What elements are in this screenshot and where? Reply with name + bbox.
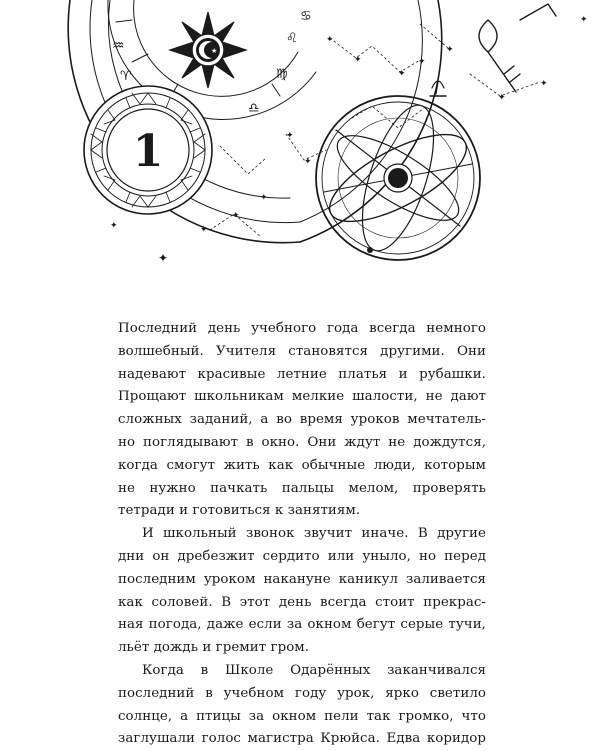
svg-text:✦: ✦ bbox=[354, 55, 362, 65]
svg-text:✦: ✦ bbox=[418, 57, 426, 67]
text-line: тетради и готовиться к занятиям. bbox=[118, 503, 361, 519]
svg-text:♍: ♍ bbox=[276, 67, 288, 82]
text-line: волшебный. Учителя становятся другими. Они bbox=[118, 343, 486, 359]
svg-text:✦: ✦ bbox=[260, 193, 268, 203]
svg-text:✦: ✦ bbox=[398, 69, 406, 79]
svg-text:♌: ♌ bbox=[286, 31, 298, 46]
svg-text:✦: ✦ bbox=[304, 157, 312, 167]
svg-text:✦: ✦ bbox=[540, 79, 548, 89]
svg-text:♎: ♎ bbox=[248, 101, 260, 116]
text-line: ная погода, даже если за окном бегут серые тучи, bbox=[118, 617, 486, 633]
text-line: солнце, а птицы за окном пели так громко, что bbox=[118, 708, 486, 724]
svg-text:✦: ✦ bbox=[200, 225, 208, 235]
text-line: сложных заданий, а во время уроков мечтатель- bbox=[118, 412, 486, 428]
armillary-sphere-icon bbox=[316, 81, 480, 260]
text-line: надевают красивые летние платья и рубашки. bbox=[118, 366, 486, 382]
text-line: дни он дребезжит сердито или уныло, но перед bbox=[118, 548, 486, 564]
svg-text:♒: ♒ bbox=[112, 38, 125, 54]
text-line: И школьный звонок звучит иначе. В другие bbox=[142, 526, 486, 542]
svg-text:★: ★ bbox=[211, 47, 218, 55]
svg-text:♈: ♈ bbox=[120, 69, 132, 84]
text-line: когда смогут жить как обычные люди, которым bbox=[118, 457, 486, 473]
svg-text:✦: ✦ bbox=[498, 93, 506, 103]
chapter-number: 1 bbox=[132, 126, 164, 177]
svg-text:♋: ♋ bbox=[300, 9, 312, 24]
text-line: не нужно пачкать пальцы мелом, проверять bbox=[118, 480, 486, 496]
sun-moon-emblem-icon bbox=[170, 12, 246, 88]
text-line: последним уроком накануне каникул заливается bbox=[118, 571, 486, 587]
text-line: как соловей. В этот день всегда стоит прекрас- bbox=[118, 594, 486, 610]
svg-text:✦: ✦ bbox=[286, 131, 294, 141]
svg-text:✦: ✦ bbox=[232, 211, 240, 221]
text-line: Последний день учебного года всегда немного bbox=[118, 321, 486, 336]
text-line: льёт дождь и гремит гром. bbox=[118, 640, 310, 656]
text-line: Прощают школьникам мелкие шалости, не дают bbox=[118, 389, 486, 405]
text-line: заглушали голос магистра Крюйса. Едва коридор bbox=[118, 731, 486, 747]
text-line: но поглядывают в окно. Они ждут не дождутся, bbox=[118, 434, 486, 450]
chapter-text bbox=[118, 318, 486, 751]
svg-text:✦: ✦ bbox=[446, 45, 454, 55]
chapter-illustration bbox=[0, 0, 600, 290]
text-line: Когда в Школе Одарённых заканчивался bbox=[142, 662, 486, 678]
svg-text:✦: ✦ bbox=[110, 221, 118, 231]
svg-text:✦: ✦ bbox=[580, 15, 588, 25]
text-line: последний в учебном году урок, ярко светило bbox=[118, 685, 486, 701]
svg-text:✦: ✦ bbox=[326, 35, 334, 45]
svg-text:✦: ✦ bbox=[158, 251, 169, 265]
